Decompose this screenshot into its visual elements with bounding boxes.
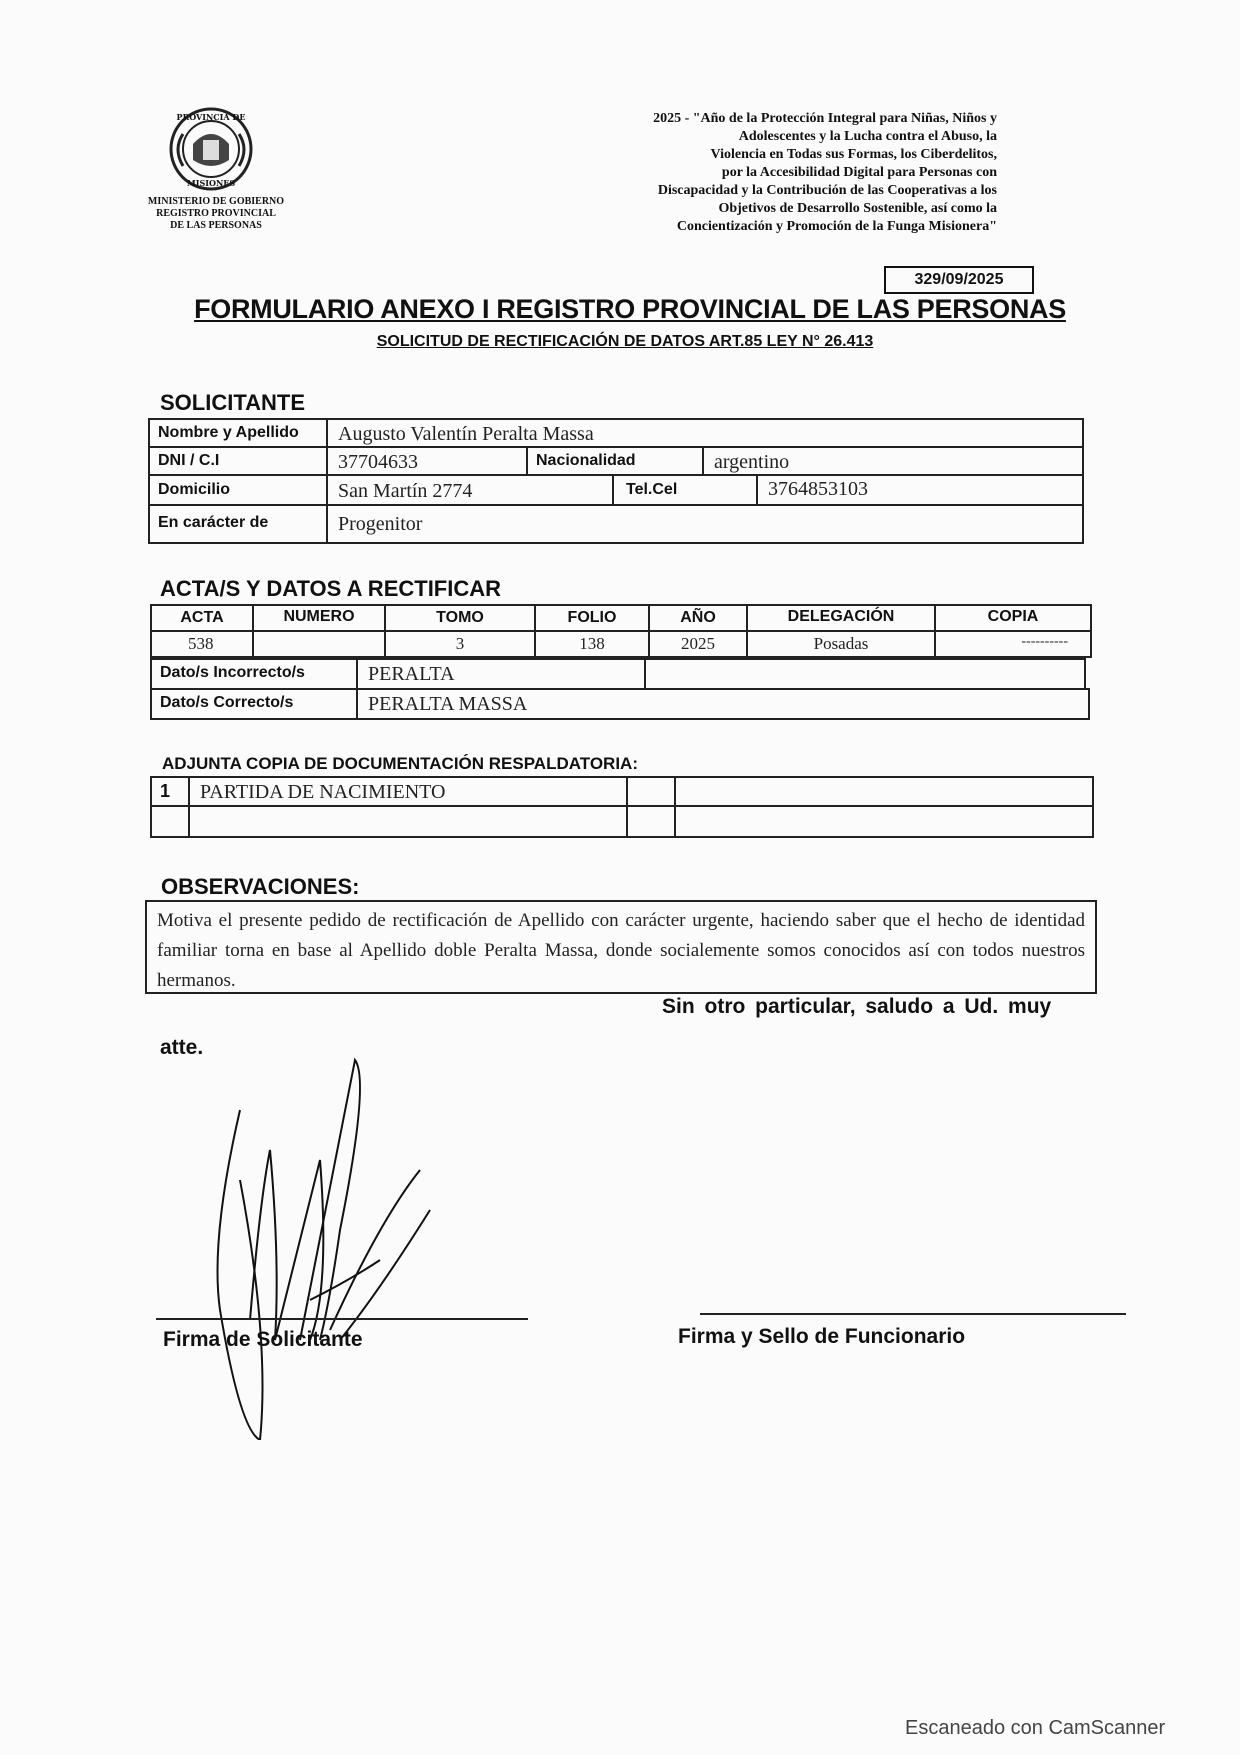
nationality-label: Nacionalidad bbox=[528, 448, 704, 476]
ministry-line: DE LAS PERSONAS bbox=[170, 220, 262, 231]
actas-heading: ACTA/S Y DATOS A RECTIFICAR bbox=[160, 576, 502, 601]
form-title: FORMULARIO ANEXO I REGISTRO PROVINCIAL DE LAS PERSONAS bbox=[194, 294, 1066, 324]
doc-cell[interactable] bbox=[190, 807, 628, 836]
folio-value[interactable]: 138 bbox=[536, 632, 650, 656]
applicant-signature-line bbox=[156, 1318, 528, 1320]
ministry-line: REGISTRO PROVINCIAL bbox=[156, 208, 276, 219]
observaciones-field[interactable]: Motiva el presente pedido de rectificación de Apellido con carácter urgente, haciendo saber que el hecho de identidad familiar torna en base al Apellido doble Peralta Massa, donde socialemente somos conocidos así con todos nuestros hermanos. bbox=[145, 900, 1097, 994]
observaciones-heading: OBSERVACIONES: bbox=[161, 874, 360, 899]
phone-label: Tel.Cel bbox=[614, 476, 758, 506]
numero-value[interactable] bbox=[254, 632, 386, 656]
address-label: Domicilio bbox=[150, 476, 328, 506]
incorrect-field[interactable]: PERALTA bbox=[358, 660, 646, 688]
adjunta-heading: ADJUNTA COPIA DE DOCUMENTACIÓN RESPALDATORIA: bbox=[162, 754, 638, 773]
scanner-watermark: Escaneado con CamScanner bbox=[905, 1717, 1166, 1739]
role-field[interactable]: Progenitor bbox=[338, 513, 423, 535]
actas-table bbox=[150, 604, 1092, 658]
correct-row bbox=[150, 688, 1090, 720]
delegacion-value[interactable]: Posadas bbox=[748, 632, 936, 656]
doc-number: 1 bbox=[152, 778, 190, 807]
solicitante-table bbox=[148, 418, 1084, 544]
name-label: Nombre y Apellido bbox=[150, 420, 328, 448]
solicitante-heading: SOLICITANTE bbox=[160, 390, 306, 415]
provincial-seal bbox=[163, 104, 259, 194]
col-anio: AÑO bbox=[650, 606, 748, 632]
date-stamp: 329/09/2025 bbox=[884, 266, 1034, 294]
col-copia: COPIA bbox=[936, 606, 1090, 632]
col-numero: NUMERO bbox=[254, 606, 386, 632]
motto-line: 2025 - "Año de la Protección Integral para Niñas, Niños y bbox=[653, 111, 997, 126]
ministry-line: MINISTERIO DE GOBIERNO bbox=[147, 196, 285, 207]
col-delegacion: DELEGACIÓN bbox=[748, 606, 936, 632]
form-subtitle: SOLICITUD DE RECTIFICACIÓN DE DATOS ART.85 LEY N° 26.413 bbox=[376, 333, 874, 350]
doc-cell[interactable] bbox=[628, 778, 676, 807]
incorrect-row bbox=[150, 658, 1086, 690]
col-folio: FOLIO bbox=[536, 606, 650, 632]
doc-cell[interactable] bbox=[152, 807, 190, 836]
closing-line-1: Sin otro particular, saludo a Ud. muy bbox=[662, 995, 1052, 1018]
incorrect-label: Dato/s Incorrecto/s bbox=[152, 660, 358, 688]
year-motto bbox=[505, 110, 997, 236]
svg-text:MISIONES: MISIONES bbox=[186, 178, 236, 188]
doc-cell[interactable] bbox=[628, 807, 676, 836]
tomo-value[interactable]: 3 bbox=[386, 632, 536, 656]
anio-value[interactable]: 2025 bbox=[650, 632, 748, 656]
official-signature-label: Firma y Sello de Funcionario bbox=[678, 1325, 966, 1348]
svg-text:PROVINCIA DE: PROVINCIA DE bbox=[176, 112, 246, 122]
applicant-signature-label: Firma de Solicitante bbox=[163, 1328, 363, 1351]
adjunta-table bbox=[150, 776, 1094, 838]
signature-drawing bbox=[180, 1040, 440, 1440]
dni-field[interactable]: 37704633 bbox=[328, 448, 528, 476]
motto-line: Violencia en Todas sus Formas, los Ciberdelitos, bbox=[710, 147, 997, 162]
closing-line-2: atte. bbox=[160, 1036, 204, 1059]
address-field[interactable]: San Martín 2774 bbox=[328, 476, 614, 506]
doc-cell[interactable] bbox=[676, 807, 1092, 836]
official-signature-line bbox=[700, 1313, 1126, 1315]
motto-line: por la Accesibilidad Digital para Personas con bbox=[721, 165, 997, 180]
motto-line: Discapacidad y la Contribución de las Cooperativas a los bbox=[657, 183, 997, 198]
dni-label: DNI / C.I bbox=[150, 448, 328, 476]
motto-line: Concientización y Promoción de la Funga Misionera" bbox=[676, 219, 997, 234]
name-field[interactable]: Augusto Valentín Peralta Massa bbox=[328, 420, 1082, 448]
col-tomo: TOMO bbox=[386, 606, 536, 632]
doc-field-1[interactable]: PARTIDA DE NACIMIENTO bbox=[190, 778, 628, 807]
copia-value[interactable]: ---------- bbox=[1021, 634, 1068, 649]
acta-value[interactable]: 538 bbox=[152, 632, 254, 656]
motto-line: Adolescentes y la Lucha contra el Abuso, la bbox=[738, 129, 997, 144]
phone-field[interactable]: 3764853103 bbox=[758, 476, 1082, 506]
nationality-field[interactable]: argentino bbox=[704, 448, 1082, 476]
col-acta: ACTA bbox=[152, 606, 254, 632]
correct-label: Dato/s Correcto/s bbox=[152, 690, 358, 718]
motto-line: Objetivos de Desarrollo Sostenible, así como la bbox=[718, 201, 997, 216]
ministry-header bbox=[132, 196, 300, 232]
role-label: En carácter de bbox=[150, 506, 328, 542]
correct-field[interactable]: PERALTA MASSA bbox=[368, 693, 528, 715]
doc-cell[interactable] bbox=[676, 778, 1092, 807]
